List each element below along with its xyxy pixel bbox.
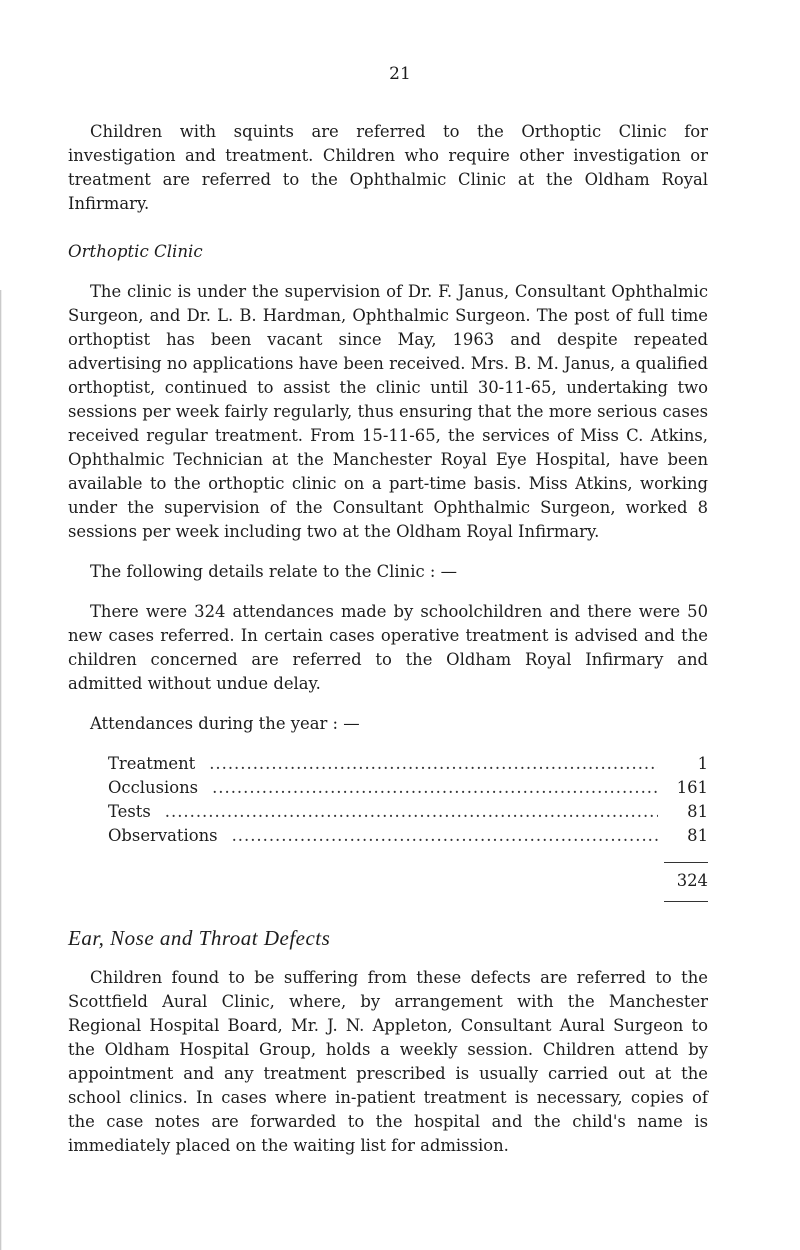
row-label: Tests bbox=[108, 802, 151, 821]
table-row bbox=[108, 776, 708, 800]
intro-paragraph: Children with squints are referred to the Orthoptic Clinic for investigation and treatment. Children who require other investigation or treatment are referred to the Ophthalmic Clinic at the Oldham Royal Infirmary. bbox=[68, 122, 708, 213]
dot-leader bbox=[209, 752, 658, 776]
ent-paragraph: Children found to be suffering from these defects are referred to the Scottfield Aural Clinic, where, by arrangement with the Manchester Regional Hospital Board, Mr. J. N. Appleton, Consultant Aural Surgeon to the Oldham Hospital Group, holds a weekly session. Children attend by appointment and any treatment prescribed is usually carried out at the school clinics. In cases where in-patient treatment is necessary, copies of the case notes are forwarded to the hospital and the child's name is immediately placed on the waiting list for admission. bbox=[68, 968, 708, 1155]
total-value: 324 bbox=[676, 871, 708, 890]
total-row bbox=[108, 863, 708, 893]
dot-leader bbox=[212, 776, 658, 800]
clinic-supervision-paragraph: The clinic is under the supervision of Dr. F. Janus, Consultant Ophthalmic Surgeon, and Dr. L. B. Hardman, Ophthalmic Surgeon. The post of full time orthoptist has been vacant since May, 1963 and despite repeated advertising no applications have been received. Mrs. B. M. Janus, a qualified orthoptist, continued to assist the clinic until 30-11-65, undertaking two sessions per week fairly regularly, thus ensuring that the more serious cases received regular treatment. From 15-11-65, the services of Miss C. Atkins, Ophthalmic Technician at the Manchester Royal Eye Hospital, have been available to the orthoptic clinic on a part-time basis. Miss Atkins, working under the supervision of the Consultant Ophthalmic Surgeon, worked 8 sessions per week including two at the Oldham Royal Infirmary. bbox=[68, 282, 708, 541]
row-label: Treatment bbox=[108, 754, 196, 773]
table-row bbox=[108, 800, 708, 824]
table-row bbox=[108, 824, 708, 848]
ent-defects-heading: Ear, Nose and Throat Defects bbox=[68, 926, 331, 950]
page-content bbox=[68, 120, 708, 1158]
row-label: Observations bbox=[108, 826, 218, 845]
row-value: 161 bbox=[676, 778, 708, 797]
following-details-line: The following details relate to the Clinic : — bbox=[90, 562, 457, 581]
row-value: 81 bbox=[687, 826, 708, 845]
page-binding-shadow bbox=[0, 290, 2, 1250]
row-value: 1 bbox=[697, 754, 708, 773]
attendances-table bbox=[108, 752, 708, 902]
dot-leader bbox=[165, 800, 658, 824]
page-number: 21 bbox=[389, 64, 411, 84]
orthoptic-clinic-heading: Orthoptic Clinic bbox=[68, 242, 203, 261]
attendances-paragraph: There were 324 attendances made by schoolchildren and there were 50 new cases referred. In certain cases operative treatment is advised and the children concerned are referred to the Oldham Royal Infirmary and admitted without undue delay. bbox=[68, 602, 708, 693]
dot-leader bbox=[232, 824, 658, 848]
table-row bbox=[108, 752, 708, 776]
row-label: Occlusions bbox=[108, 778, 199, 797]
row-value: 81 bbox=[687, 802, 708, 821]
attendances-intro: Attendances during the year : — bbox=[90, 714, 360, 733]
